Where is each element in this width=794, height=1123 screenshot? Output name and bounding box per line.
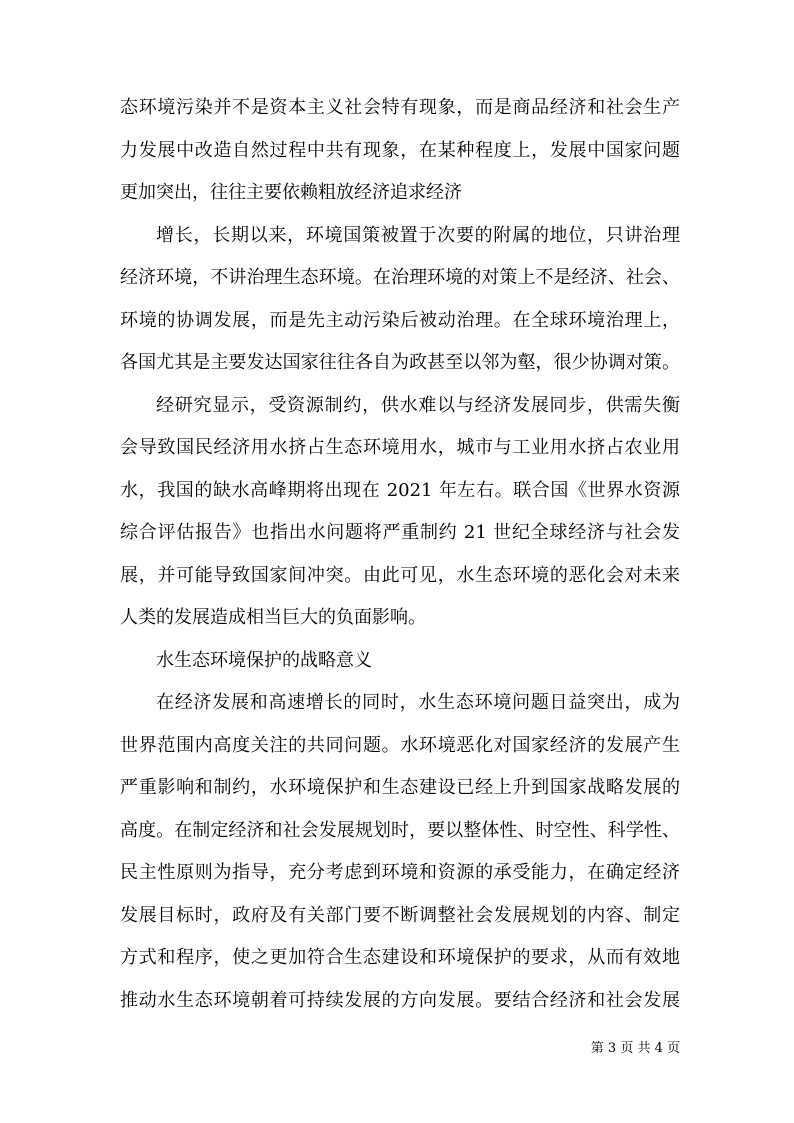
text-line-19: 民主性原则为指导，充分考虑到环境和资源的承受能力，在确定经济 <box>120 862 680 883</box>
text-line-6: 环境的协调发展，而是先主动污染后被动治理。在全球环境治理上， <box>120 310 680 331</box>
text-line-7: 各国尤其是主要发达国家往往各自为政甚至以邻为壑，很少协调对策。 <box>120 352 680 373</box>
text-line-2: 力发展中改造自然过程中共有现象，在某种程度上，发展中国家问题 <box>120 140 680 161</box>
text-line-13: 人类的发展造成相当巨大的负面影响。 <box>120 607 426 628</box>
text-line-17: 严重影响和制约，水环境保护和生态建设已经上升到国家战略发展的 <box>120 777 680 798</box>
text-line-18: 高度。在制定经济和社会发展规划时，要以整体性、时空性、科学性、 <box>120 820 680 841</box>
text-line-20: 发展目标时，政府及有关部门要不断调整社会发展规划的内容、制定 <box>120 905 680 926</box>
section-heading: 水生态环境保护的战略意义 <box>156 650 372 671</box>
text-line-21: 方式和程序，使之更加符合生态建设和环境保护的要求，从而有效地 <box>120 947 680 968</box>
text-line-22: 推动水生态环境朝着可持续发展的方向发展。要结合经济和社会发展 <box>120 990 680 1011</box>
text-line-5: 经济环境，不讲治理生态环境。在治理环境的对策上不是经济、社会、 <box>120 267 680 288</box>
text-line-15: 在经济发展和高速增长的同时，水生态环境问题日益突出，成为 <box>156 692 680 713</box>
page-number-footer: 第 3 页 共 4 页 <box>590 1041 680 1056</box>
text-line-1: 态环境污染并不是资本主义社会特有现象，而是商品经济和社会生产 <box>120 97 680 118</box>
text-line-11: 综合评估报告》也指出水问题将严重制约 21 世纪全球经济与社会发 <box>120 522 680 543</box>
text-line-8: 经研究显示，受资源制约，供水难以与经济发展同步，供需失衡 <box>156 395 680 416</box>
text-line-3: 更加突出，往往主要依赖粗放经济追求经济 <box>120 182 462 203</box>
text-line-12: 展，并可能导致国家间冲突。由此可见，水生态环境的恶化会对未来 <box>120 565 680 586</box>
text-line-9: 会导致国民经济用水挤占生态环境用水，城市与工业用水挤占农业用 <box>120 437 680 458</box>
text-line-4: 增长，长期以来，环境国策被置于次要的附属的地位，只讲治理 <box>156 225 680 246</box>
text-line-16: 世界范围内高度关注的共同问题。水环境恶化对国家经济的发展产生 <box>120 735 680 756</box>
text-line-10: 水，我国的缺水高峰期将出现在 2021 年左右。联合国《世界水资源 <box>120 480 680 501</box>
